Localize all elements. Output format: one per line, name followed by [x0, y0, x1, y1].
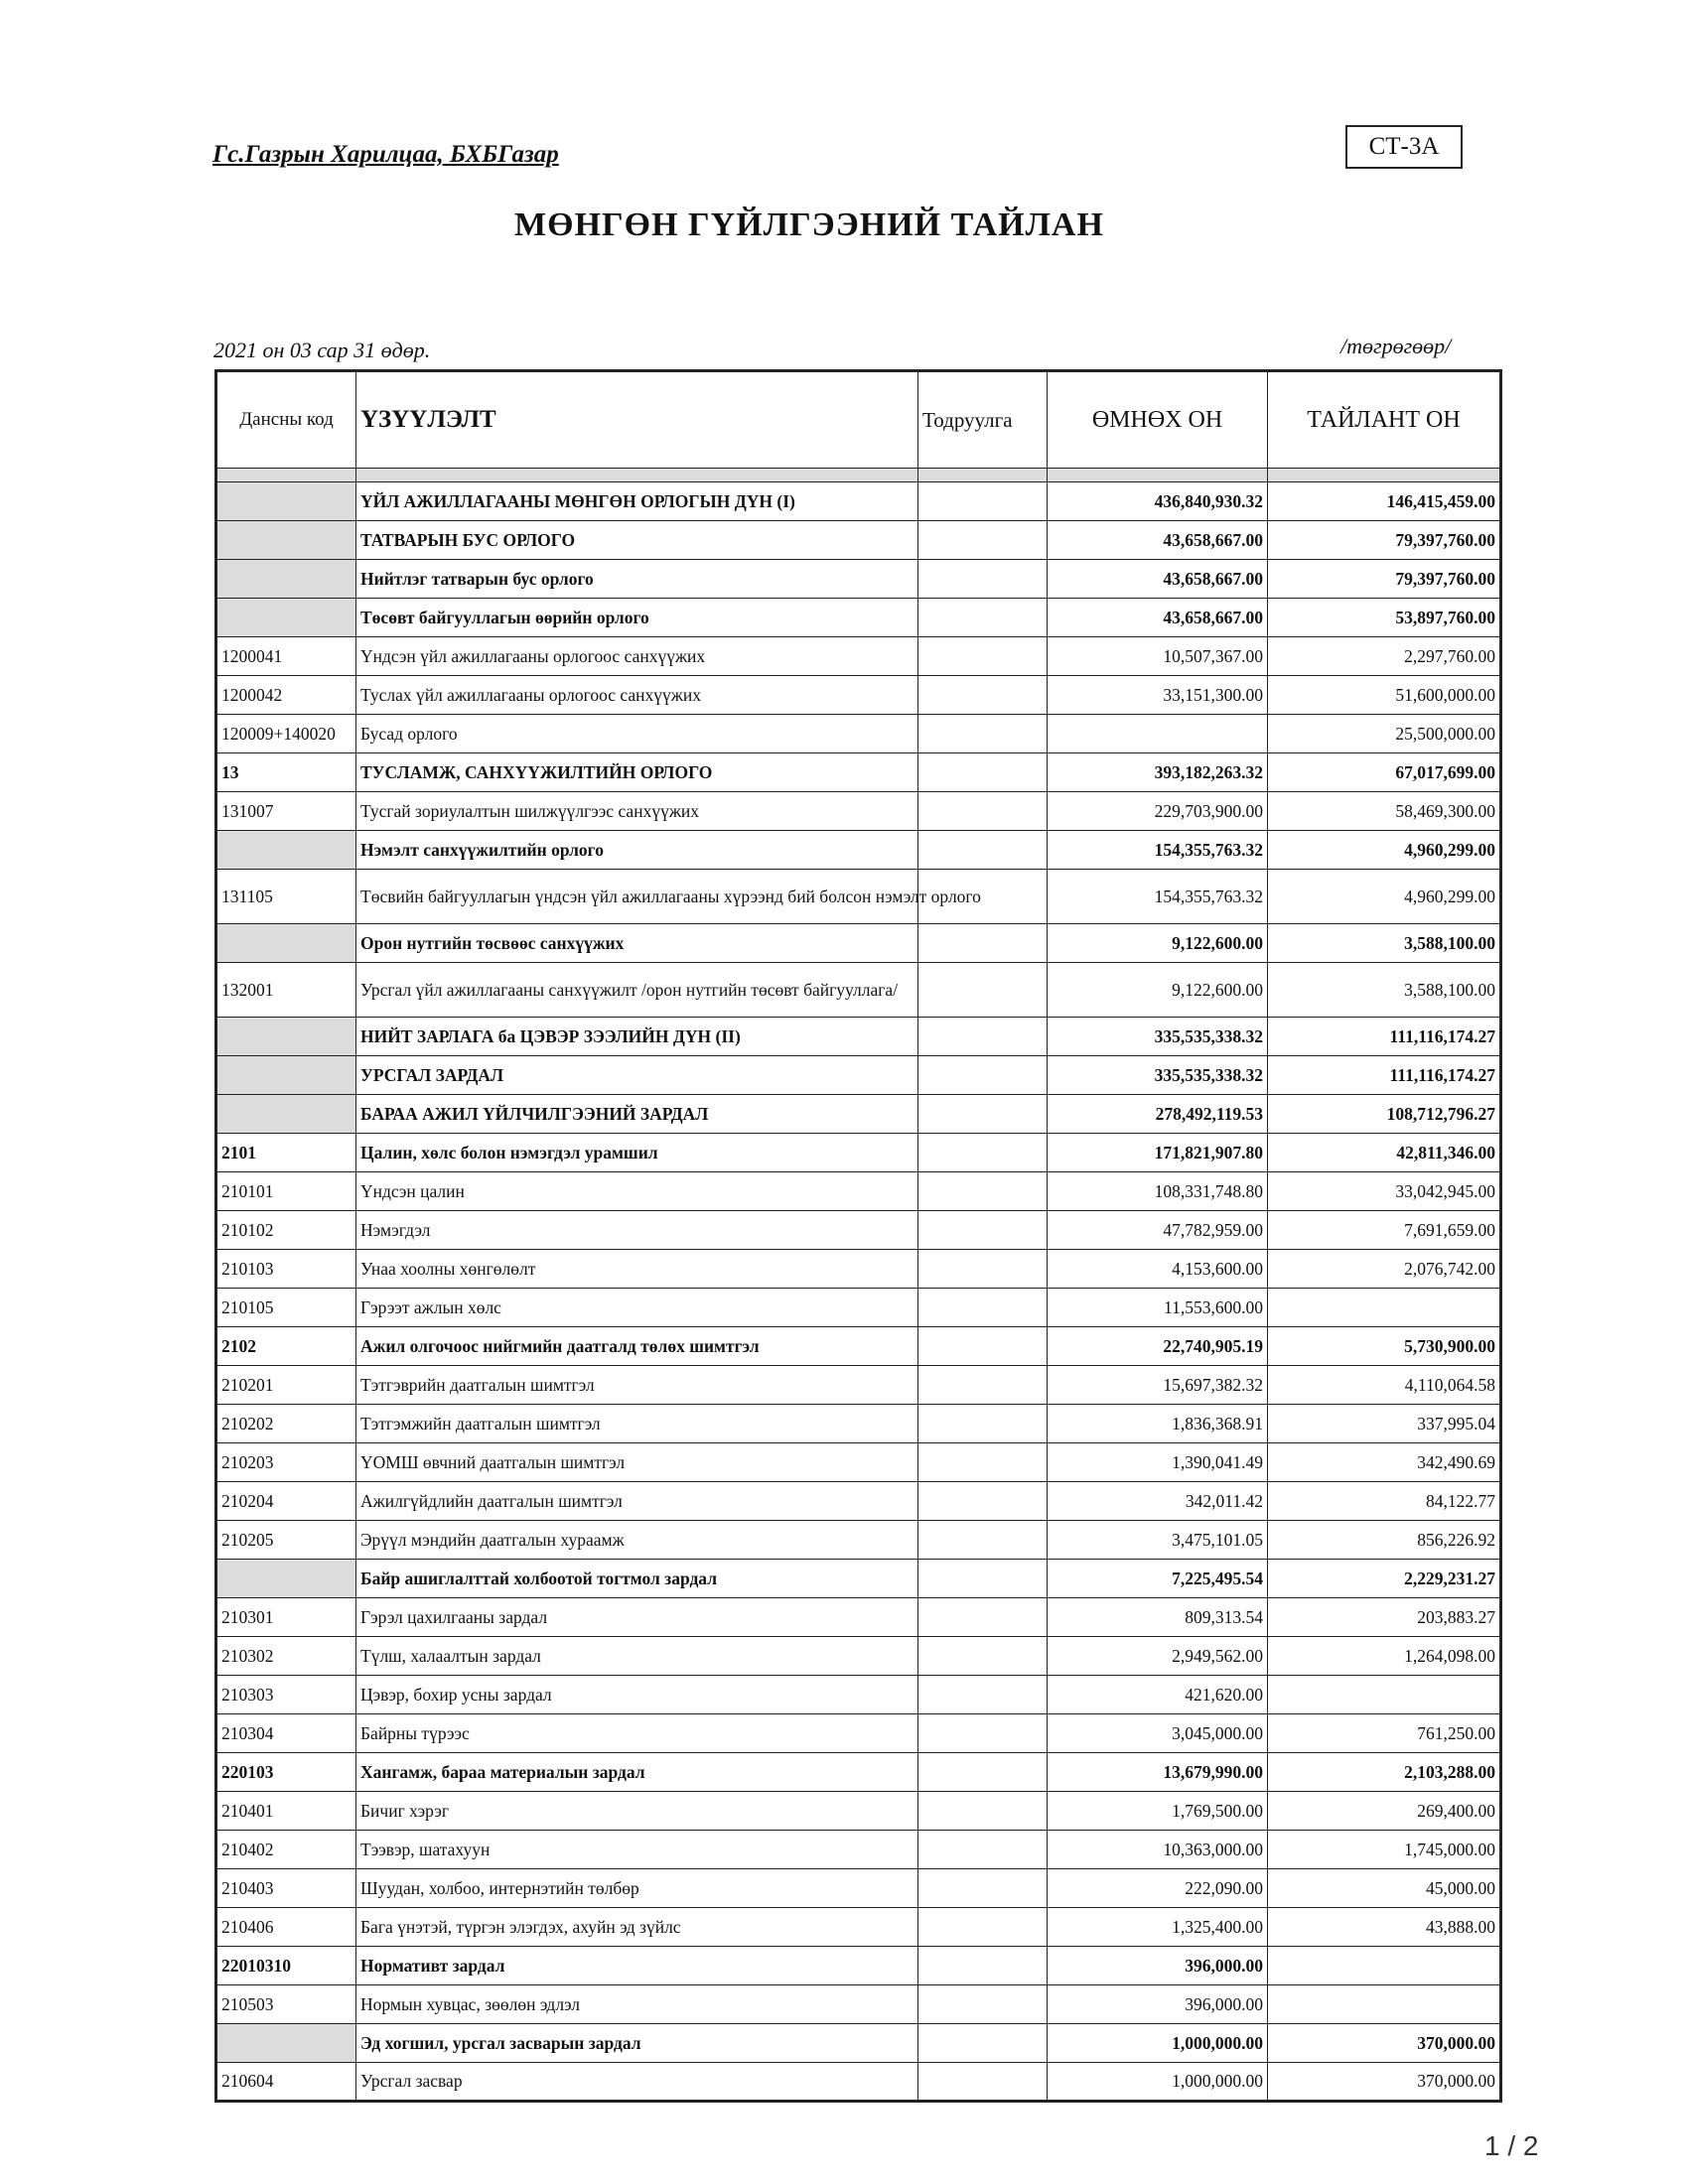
account-code-cell: 210503	[216, 1985, 356, 2024]
note-cell	[918, 1289, 1048, 1327]
table-header-row	[216, 371, 1501, 469]
current-year-cell: 337,995.04	[1268, 1405, 1501, 1443]
description-cell: НИЙТ ЗАРЛАГА ба ЦЭВЭР ЗЭЭЛИЙН ДҮН (II)	[356, 1018, 918, 1056]
current-year-cell: 43,888.00	[1268, 1908, 1501, 1947]
account-code-cell: 210102	[216, 1211, 356, 1250]
description-cell: Гэрэл цахилгааны зардал	[356, 1598, 918, 1637]
account-code-cell: 210303	[216, 1676, 356, 1714]
table-row	[216, 482, 1501, 521]
previous-year-cell: 13,679,990.00	[1048, 1753, 1268, 1792]
table-row	[216, 1443, 1501, 1482]
description-cell: БАРАА АЖИЛ ҮЙЛЧИЛГЭЭНИЙ ЗАРДАЛ	[356, 1095, 918, 1134]
previous-year-cell: 11,553,600.00	[1048, 1289, 1268, 1327]
note-cell	[918, 1095, 1048, 1134]
table-row	[216, 1211, 1501, 1250]
table-row	[216, 637, 1501, 676]
current-year-cell: 5,730,900.00	[1268, 1327, 1501, 1366]
description-cell: Үндсэн цалин	[356, 1172, 918, 1211]
table-row	[216, 1134, 1501, 1172]
description-cell: Унаа хоолны хөнгөлөлт	[356, 1250, 918, 1289]
account-code-cell: 1200041	[216, 637, 356, 676]
account-code-cell: 13	[216, 753, 356, 792]
previous-year-cell: 43,658,667.00	[1048, 599, 1268, 637]
current-year-cell: 25,500,000.00	[1268, 715, 1501, 753]
table-row	[216, 792, 1501, 831]
note-cell	[918, 1560, 1048, 1598]
description-cell: Байр ашиглалттай холбоотой тогтмол зардал	[356, 1560, 918, 1598]
description-cell: ТАТВАРЫН БУС ОРЛОГО	[356, 521, 918, 560]
account-code-cell: 131007	[216, 792, 356, 831]
account-code-cell: 2102	[216, 1327, 356, 1366]
table-row	[216, 1637, 1501, 1676]
header-description: ҮЗҮҮЛЭЛТ	[356, 371, 918, 469]
current-year-cell: 45,000.00	[1268, 1869, 1501, 1908]
account-code-cell: 210301	[216, 1598, 356, 1637]
note-cell	[918, 1792, 1048, 1831]
description-cell: Бусад орлого	[356, 715, 918, 753]
note-cell	[918, 2024, 1048, 2063]
account-code-cell	[216, 482, 356, 521]
current-year-cell: 3,588,100.00	[1268, 924, 1501, 963]
note-cell	[918, 1172, 1048, 1211]
description-cell: Гэрээт ажлын хөлс	[356, 1289, 918, 1327]
previous-year-cell: 3,475,101.05	[1048, 1521, 1268, 1560]
note-cell	[918, 676, 1048, 715]
description-cell: Цэвэр, бохир усны зардал	[356, 1676, 918, 1714]
description-cell: Тэтгэврийн даатгалын шимтгэл	[356, 1366, 918, 1405]
table-row	[216, 1172, 1501, 1211]
form-code-box: СТ-3А	[1345, 125, 1463, 169]
previous-year-cell: 396,000.00	[1048, 1947, 1268, 1985]
note-cell	[918, 1676, 1048, 1714]
previous-year-cell: 43,658,667.00	[1048, 560, 1268, 599]
note-cell	[918, 521, 1048, 560]
report-title: МӨНГӨН ГҮЙЛГЭЭНИЙ ТАЙЛАН	[514, 206, 1104, 243]
previous-year-cell: 108,331,748.80	[1048, 1172, 1268, 1211]
note-cell	[918, 1714, 1048, 1753]
header-account-code: Дансны код	[216, 371, 356, 469]
table-row	[216, 1676, 1501, 1714]
previous-year-cell: 10,363,000.00	[1048, 1831, 1268, 1869]
description-cell: Урсгал үйл ажиллагааны санхүүжилт /орон нутгийн төсөвт байгууллага/	[356, 963, 918, 1018]
previous-year-cell: 1,769,500.00	[1048, 1792, 1268, 1831]
table-row	[216, 2063, 1501, 2102]
current-year-cell: 42,811,346.00	[1268, 1134, 1501, 1172]
account-code-cell: 210402	[216, 1831, 356, 1869]
description-cell: Орон нутгийн төсвөөс санхүүжих	[356, 924, 918, 963]
current-year-cell: 203,883.27	[1268, 1598, 1501, 1637]
description-cell: Төсөвт байгууллагын өөрийн орлого	[356, 599, 918, 637]
description-cell: Нормативт зардал	[356, 1947, 918, 1985]
table-row	[216, 1792, 1501, 1831]
table-row	[216, 1560, 1501, 1598]
account-code-cell	[216, 1056, 356, 1095]
current-year-cell: 111,116,174.27	[1268, 1018, 1501, 1056]
table-body	[216, 469, 1501, 2102]
previous-year-cell: 154,355,763.32	[1048, 870, 1268, 924]
account-code-cell	[216, 599, 356, 637]
table-row	[216, 1405, 1501, 1443]
table-row	[216, 1714, 1501, 1753]
current-year-cell: 7,691,659.00	[1268, 1211, 1501, 1250]
table-row	[216, 1753, 1501, 1792]
note-cell	[918, 1134, 1048, 1172]
current-year-cell: 4,960,299.00	[1268, 870, 1501, 924]
current-year-cell: 761,250.00	[1268, 1714, 1501, 1753]
note-cell	[918, 2063, 1048, 2102]
note-cell	[918, 1018, 1048, 1056]
description-cell: Нормын хувцас, зөөлөн эдлэл	[356, 1985, 918, 2024]
account-code-cell: 22010310	[216, 1947, 356, 1985]
note-cell	[918, 1908, 1048, 1947]
account-code-cell: 210201	[216, 1366, 356, 1405]
note-cell	[918, 637, 1048, 676]
table-row	[216, 1521, 1501, 1560]
previous-year-cell: 47,782,959.00	[1048, 1211, 1268, 1250]
previous-year-cell: 436,840,930.32	[1048, 482, 1268, 521]
current-year-cell	[1268, 1985, 1501, 2024]
note-cell	[918, 792, 1048, 831]
previous-year-cell: 9,122,600.00	[1048, 963, 1268, 1018]
table-row	[216, 1095, 1501, 1134]
account-code-cell	[216, 924, 356, 963]
previous-year-cell: 33,151,300.00	[1048, 676, 1268, 715]
account-code-cell: 210401	[216, 1792, 356, 1831]
organization-name: Гс.Газрын Харилцаа, БХБГазар	[212, 141, 559, 168]
header-current-year: ТАЙЛАНТ ОН	[1268, 371, 1501, 469]
previous-year-cell: 1,836,368.91	[1048, 1405, 1268, 1443]
previous-year-cell: 809,313.54	[1048, 1598, 1268, 1637]
account-code-cell: 210103	[216, 1250, 356, 1289]
note-cell	[918, 1366, 1048, 1405]
note-cell	[918, 1985, 1048, 2024]
table-row	[216, 1366, 1501, 1405]
table-row	[216, 963, 1501, 1018]
description-cell: Эрүүл мэндийн даатгалын хураамж	[356, 1521, 918, 1560]
note-cell	[918, 599, 1048, 637]
note-cell	[918, 1869, 1048, 1908]
account-code-cell	[216, 2024, 356, 2063]
page-number: 1 / 2	[1484, 2130, 1539, 2161]
note-cell	[918, 560, 1048, 599]
description-cell: Эд хогшил, урсгал засварын зардал	[356, 2024, 918, 2063]
account-code-cell: 210403	[216, 1869, 356, 1908]
account-code-cell: 2101	[216, 1134, 356, 1172]
previous-year-cell: 22,740,905.19	[1048, 1327, 1268, 1366]
previous-year-cell: 222,090.00	[1048, 1869, 1268, 1908]
description-cell: Тусгай зориулалтын шилжүүлгээс санхүүжих	[356, 792, 918, 831]
current-year-cell: 4,960,299.00	[1268, 831, 1501, 870]
currency-unit: /төгрөгөөр/	[1340, 334, 1452, 358]
account-code-cell: 210302	[216, 1637, 356, 1676]
table-row	[216, 1831, 1501, 1869]
previous-year-cell: 1,000,000.00	[1048, 2063, 1268, 2102]
description-cell: Ажил олгочоос нийгмийн даатгалд төлөх шимтгэл	[356, 1327, 918, 1366]
current-year-cell: 111,116,174.27	[1268, 1056, 1501, 1095]
previous-year-cell: 229,703,900.00	[1048, 792, 1268, 831]
table-row	[216, 924, 1501, 963]
table-row	[216, 676, 1501, 715]
previous-year-cell: 4,153,600.00	[1048, 1250, 1268, 1289]
description-cell: Нэмэлт санхүүжилтийн орлого	[356, 831, 918, 870]
table-row	[216, 1985, 1501, 2024]
current-year-cell: 269,400.00	[1268, 1792, 1501, 1831]
account-code-cell	[216, 1095, 356, 1134]
previous-year-cell: 10,507,367.00	[1048, 637, 1268, 676]
cash-flow-table	[214, 369, 1502, 2103]
current-year-cell: 1,745,000.00	[1268, 1831, 1501, 1869]
description-cell: Түлш, халаалтын зардал	[356, 1637, 918, 1676]
previous-year-cell: 1,390,041.49	[1048, 1443, 1268, 1482]
note-cell	[918, 963, 1048, 1018]
note-cell	[918, 1443, 1048, 1482]
previous-year-cell: 393,182,263.32	[1048, 753, 1268, 792]
current-year-cell: 58,469,300.00	[1268, 792, 1501, 831]
table-row	[216, 1018, 1501, 1056]
note-cell	[918, 753, 1048, 792]
note-cell	[918, 1056, 1048, 1095]
table-row	[216, 560, 1501, 599]
current-year-cell: 2,103,288.00	[1268, 1753, 1501, 1792]
note-cell	[918, 1250, 1048, 1289]
table-row	[216, 1947, 1501, 1985]
note-cell	[918, 1947, 1048, 1985]
previous-year-cell: 421,620.00	[1048, 1676, 1268, 1714]
current-year-cell: 2,297,760.00	[1268, 637, 1501, 676]
current-year-cell: 4,110,064.58	[1268, 1366, 1501, 1405]
table-row	[216, 1250, 1501, 1289]
note-cell	[918, 1405, 1048, 1443]
description-cell: Шуудан, холбоо, интернэтийн төлбөр	[356, 1869, 918, 1908]
account-code-cell: 210105	[216, 1289, 356, 1327]
account-code-cell: 210101	[216, 1172, 356, 1211]
description-cell: УРСГАЛ ЗАРДАЛ	[356, 1056, 918, 1095]
note-cell	[918, 715, 1048, 753]
table-row	[216, 1908, 1501, 1947]
description-cell: ТУСЛАМЖ, САНХҮҮЖИЛТИЙН ОРЛОГО	[356, 753, 918, 792]
header-note: Тодруулга	[918, 371, 1048, 469]
description-cell: ҮОМШ өвчний даатгалын шимтгэл	[356, 1443, 918, 1482]
previous-year-cell: 1,000,000.00	[1048, 2024, 1268, 2063]
previous-year-cell: 154,355,763.32	[1048, 831, 1268, 870]
previous-year-cell: 3,045,000.00	[1048, 1714, 1268, 1753]
previous-year-cell: 278,492,119.53	[1048, 1095, 1268, 1134]
account-code-cell	[216, 1560, 356, 1598]
current-year-cell: 33,042,945.00	[1268, 1172, 1501, 1211]
table-row	[216, 1289, 1501, 1327]
previous-year-cell: 335,535,338.32	[1048, 1056, 1268, 1095]
table-row	[216, 1482, 1501, 1521]
account-code-cell	[216, 831, 356, 870]
previous-year-cell: 43,658,667.00	[1048, 521, 1268, 560]
note-cell	[918, 1521, 1048, 1560]
current-year-cell: 2,229,231.27	[1268, 1560, 1501, 1598]
account-code-cell	[216, 560, 356, 599]
account-code-cell: 120009+140020	[216, 715, 356, 753]
account-code-cell: 210304	[216, 1714, 356, 1753]
account-code-cell	[216, 521, 356, 560]
note-cell	[918, 831, 1048, 870]
previous-year-cell: 2,949,562.00	[1048, 1637, 1268, 1676]
description-cell: Байрны түрээс	[356, 1714, 918, 1753]
table-spacer-row	[216, 469, 1501, 482]
account-code-cell: 132001	[216, 963, 356, 1018]
current-year-cell	[1268, 1289, 1501, 1327]
account-code-cell: 210204	[216, 1482, 356, 1521]
note-cell	[918, 482, 1048, 521]
note-cell	[918, 1482, 1048, 1521]
table-row	[216, 1327, 1501, 1366]
previous-year-cell: 396,000.00	[1048, 1985, 1268, 2024]
table-row	[216, 2024, 1501, 2063]
description-cell: Цалин, хөлс болон нэмэгдэл урамшил	[356, 1134, 918, 1172]
description-cell: Төсвийн байгууллагын үндсэн үйл ажиллагааны хүрээнд бий болсон нэмэлт орлого	[356, 870, 918, 924]
table-row	[216, 521, 1501, 560]
current-year-cell: 84,122.77	[1268, 1482, 1501, 1521]
current-year-cell: 146,415,459.00	[1268, 482, 1501, 521]
table-row	[216, 753, 1501, 792]
current-year-cell: 3,588,100.00	[1268, 963, 1501, 1018]
table-row	[216, 715, 1501, 753]
description-cell: Бага үнэтэй, түргэн элэгдэх, ахуйн эд зүйлс	[356, 1908, 918, 1947]
current-year-cell: 1,264,098.00	[1268, 1637, 1501, 1676]
previous-year-cell	[1048, 715, 1268, 753]
current-year-cell: 342,490.69	[1268, 1443, 1501, 1482]
current-year-cell: 79,397,760.00	[1268, 560, 1501, 599]
current-year-cell: 856,226.92	[1268, 1521, 1501, 1560]
previous-year-cell: 335,535,338.32	[1048, 1018, 1268, 1056]
current-year-cell: 108,712,796.27	[1268, 1095, 1501, 1134]
account-code-cell: 220103	[216, 1753, 356, 1792]
table-row	[216, 599, 1501, 637]
previous-year-cell: 171,821,907.80	[1048, 1134, 1268, 1172]
note-cell	[918, 1598, 1048, 1637]
previous-year-cell: 1,325,400.00	[1048, 1908, 1268, 1947]
current-year-cell: 370,000.00	[1268, 2024, 1501, 2063]
account-code-cell: 210203	[216, 1443, 356, 1482]
account-code-cell: 210205	[216, 1521, 356, 1560]
current-year-cell	[1268, 1676, 1501, 1714]
table-row	[216, 870, 1501, 924]
note-cell	[918, 924, 1048, 963]
current-year-cell: 79,397,760.00	[1268, 521, 1501, 560]
header-previous-year: ӨМНӨХ ОН	[1048, 371, 1268, 469]
table-row	[216, 831, 1501, 870]
previous-year-cell: 342,011.42	[1048, 1482, 1268, 1521]
account-code-cell: 131105	[216, 870, 356, 924]
description-cell: Хангамж, бараа материалын зардал	[356, 1753, 918, 1792]
previous-year-cell: 9,122,600.00	[1048, 924, 1268, 963]
note-cell	[918, 1211, 1048, 1250]
account-code-cell: 210406	[216, 1908, 356, 1947]
current-year-cell: 51,600,000.00	[1268, 676, 1501, 715]
current-year-cell: 2,076,742.00	[1268, 1250, 1501, 1289]
description-cell: Урсгал засвар	[356, 2063, 918, 2102]
current-year-cell: 53,897,760.00	[1268, 599, 1501, 637]
description-cell: Туслах үйл ажиллагааны орлогоос санхүүжих	[356, 676, 918, 715]
note-cell	[918, 1831, 1048, 1869]
account-code-cell: 210202	[216, 1405, 356, 1443]
current-year-cell: 370,000.00	[1268, 2063, 1501, 2102]
description-cell: Тээвэр, шатахуун	[356, 1831, 918, 1869]
previous-year-cell: 15,697,382.32	[1048, 1366, 1268, 1405]
description-cell: Ажилгүйдлийн даатгалын шимтгэл	[356, 1482, 918, 1521]
note-cell	[918, 1327, 1048, 1366]
note-cell	[918, 1753, 1048, 1792]
report-date: 2021 он 03 сар 31 өдөр.	[213, 338, 431, 362]
table-row	[216, 1869, 1501, 1908]
current-year-cell	[1268, 1947, 1501, 1985]
account-code-cell: 1200042	[216, 676, 356, 715]
account-code-cell: 210604	[216, 2063, 356, 2102]
account-code-cell	[216, 1018, 356, 1056]
description-cell: Нэмэгдэл	[356, 1211, 918, 1250]
description-cell: Тэтгэмжийн даатгалын шимтгэл	[356, 1405, 918, 1443]
description-cell: Бичиг хэрэг	[356, 1792, 918, 1831]
table-row	[216, 1598, 1501, 1637]
table-row	[216, 1056, 1501, 1095]
note-cell	[918, 1637, 1048, 1676]
previous-year-cell: 7,225,495.54	[1048, 1560, 1268, 1598]
description-cell: Нийтлэг татварын бус орлого	[356, 560, 918, 599]
current-year-cell: 67,017,699.00	[1268, 753, 1501, 792]
description-cell: Үндсэн үйл ажиллагааны орлогоос санхүүжих	[356, 637, 918, 676]
description-cell: ҮЙЛ АЖИЛЛАГААНЫ МӨНГӨН ОРЛОГЫН ДҮН (I)	[356, 482, 918, 521]
